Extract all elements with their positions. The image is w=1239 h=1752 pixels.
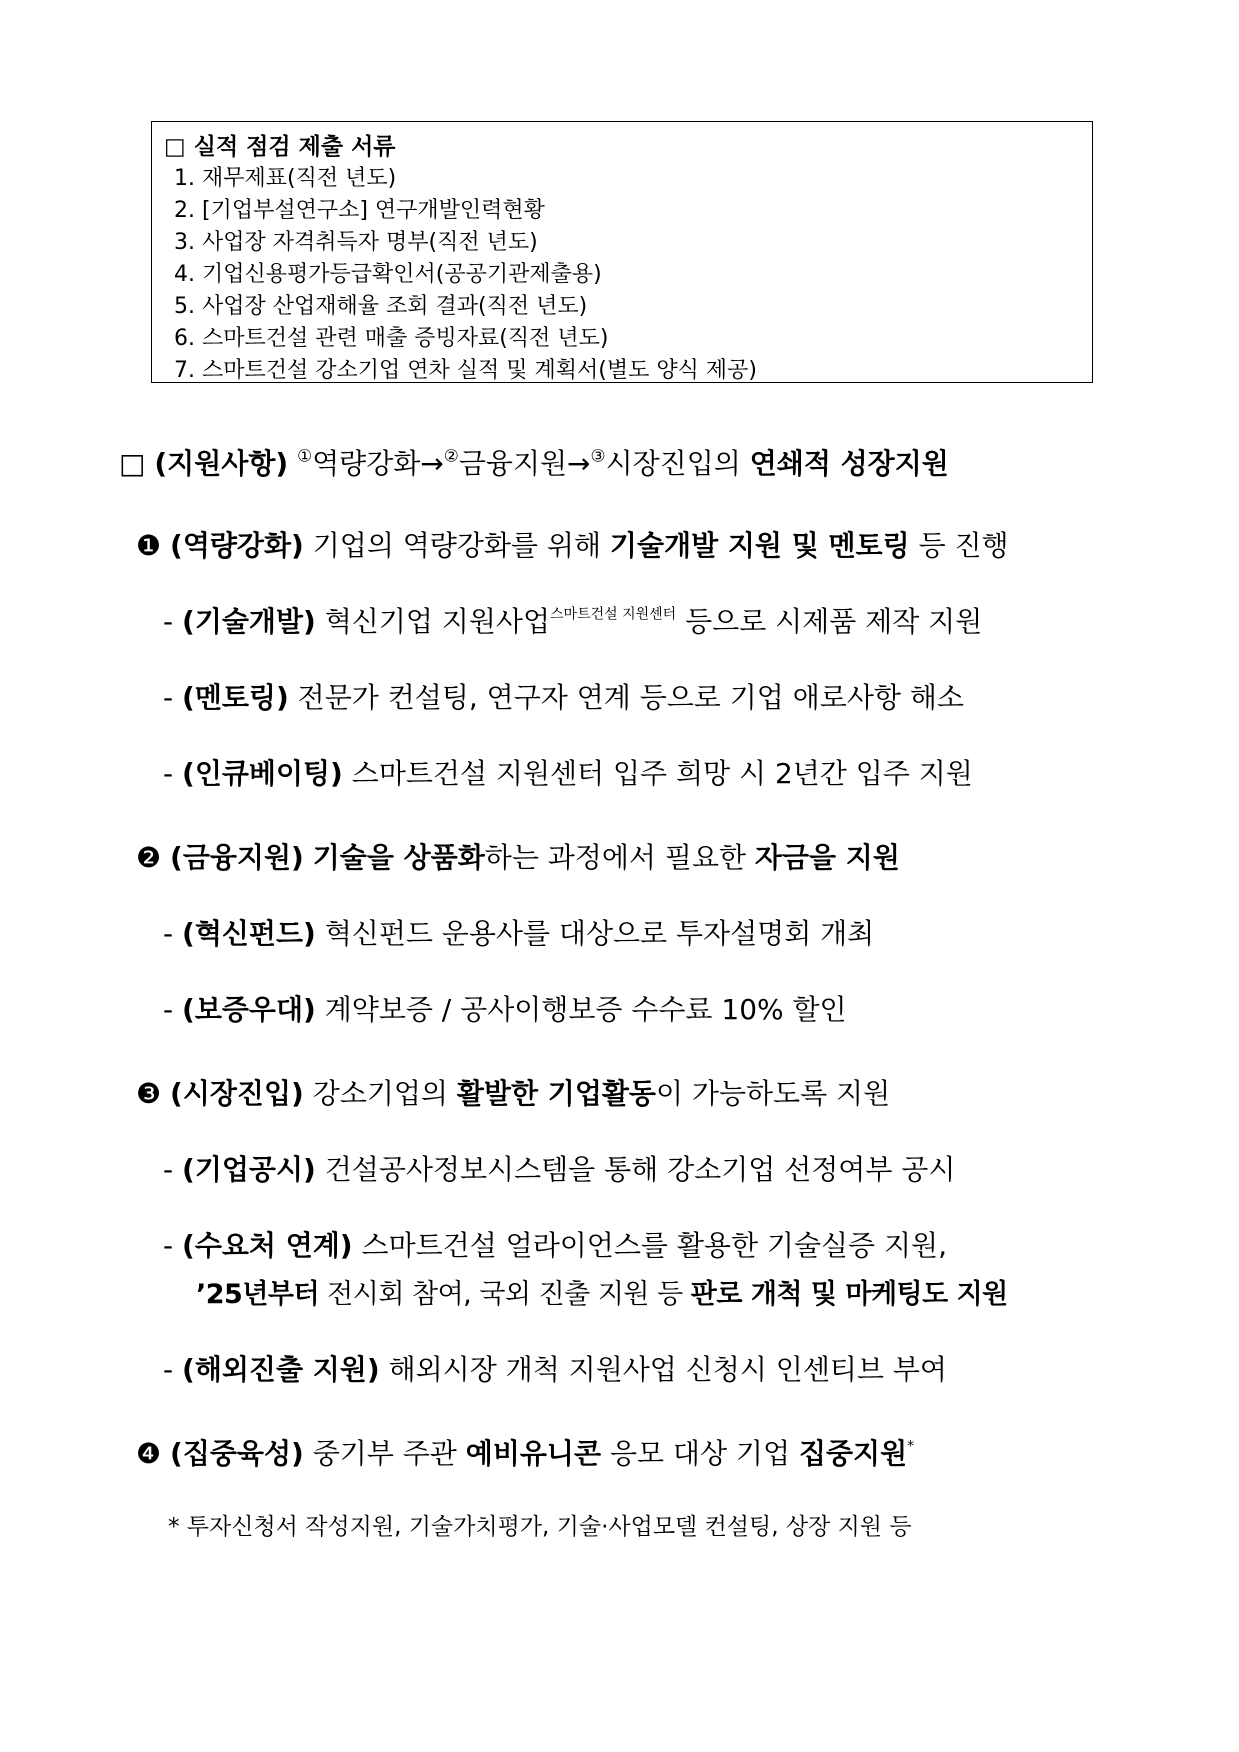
item-text: 스마트건설 지원센터 입주 희망 시 2년간 입주 지원 bbox=[351, 757, 973, 790]
item-superscript: 스마트건설 지원센터 bbox=[550, 606, 677, 623]
list-item bbox=[163, 600, 982, 640]
list-item bbox=[163, 988, 847, 1028]
footnote: * 투자신청서 작성지원, 기술가치평가, 기술·사업모델 컨설팅, 상장 지원 등 bbox=[168, 1514, 912, 1540]
section-label: (시장진입) bbox=[170, 1077, 304, 1110]
document-item: 2. [기업부설연구소] 연구개발인력현황 bbox=[174, 198, 545, 223]
item-text: 전문가 컨설팅, 연구자 연계 등으로 기업 애로사항 해소 bbox=[297, 681, 964, 714]
section-emphasis: 기술을 상품화 bbox=[312, 841, 485, 874]
item-label: (수요처 연계) bbox=[182, 1229, 353, 1262]
dash: - bbox=[163, 917, 174, 950]
list-item bbox=[163, 1224, 947, 1264]
step-number-3: ③ bbox=[590, 445, 606, 466]
step-number-2: ② bbox=[443, 445, 459, 466]
document-item: 3. 사업장 자격취득자 명부(직전 년도) bbox=[174, 230, 538, 255]
section-text: 강소기업의 bbox=[312, 1077, 448, 1110]
list-item bbox=[163, 752, 973, 792]
section-text: 등 진행 bbox=[918, 529, 1009, 562]
item-label: (멘토링) bbox=[182, 681, 289, 714]
item-text: 해외시장 개척 지원사업 신청시 인센티브 부여 bbox=[388, 1353, 947, 1386]
step-1: 역량강화 bbox=[312, 447, 421, 480]
list-item bbox=[163, 1148, 955, 1188]
document-item: 7. 스마트건설 강소기업 연차 실적 및 계획서(별도 양식 제공) bbox=[174, 358, 757, 383]
document-item: 4. 기업신용평가등급확인서(공공기관제출용) bbox=[174, 262, 602, 287]
section-text: 기업의 역량강화를 위해 bbox=[312, 529, 602, 562]
item-emphasis: ’25년부터 bbox=[196, 1279, 320, 1310]
documents-box-title: □ 실적 점검 제출 서류 bbox=[164, 134, 396, 160]
dash: - bbox=[163, 1229, 174, 1262]
bullet-1-icon: ❶ bbox=[136, 529, 162, 562]
section-text: 응모 대상 기업 bbox=[609, 1437, 791, 1470]
item-text: 혁신기업 지원사업 bbox=[324, 605, 551, 638]
item-label: (해외진출 지원) bbox=[182, 1353, 380, 1386]
section-emphasis: 집중지원 bbox=[798, 1437, 908, 1470]
item-text: 혁신펀드 운용사를 대상으로 투자설명회 개최 bbox=[324, 917, 875, 950]
item-text: 건설공사정보시스템을 통해 강소기업 선정여부 공시 bbox=[324, 1153, 956, 1186]
section-finance bbox=[136, 836, 900, 876]
section-label: (집중육성) bbox=[170, 1437, 304, 1470]
list-item bbox=[163, 676, 964, 716]
item-text: 스마트건설 얼라이언스를 활용한 기술실증 지원, bbox=[361, 1229, 947, 1262]
item-text: 계약보증 / 공사이행보증 수수료 10% 할인 bbox=[324, 993, 847, 1026]
document-item: 1. 재무제표(직전 년도) bbox=[174, 166, 397, 191]
section-emphasis: 기술개발 지원 및 멘토링 bbox=[609, 529, 910, 562]
dash: - bbox=[163, 757, 174, 790]
support-emphasis: 연쇄적 성장지원 bbox=[749, 447, 949, 480]
support-heading bbox=[119, 442, 949, 482]
arrow-right-icon: → bbox=[567, 447, 591, 480]
section-emphasis: 예비유니콘 bbox=[465, 1437, 602, 1470]
arrow-right-icon: → bbox=[420, 447, 444, 480]
section-label: (역량강화) bbox=[170, 529, 304, 562]
step-2: 금융지원 bbox=[458, 447, 568, 480]
checkbox-icon: □ bbox=[119, 447, 146, 480]
item-emphasis: 판로 개척 및 마케팅도 지원 bbox=[690, 1279, 1008, 1310]
item-label: (기업공시) bbox=[182, 1153, 316, 1186]
document-item: 6. 스마트건설 관련 매출 증빙자료(직전 년도) bbox=[174, 326, 609, 351]
bullet-3-icon: ❸ bbox=[136, 1077, 162, 1110]
footnote-marker: * bbox=[907, 1438, 915, 1455]
section-focus bbox=[136, 1432, 914, 1472]
item-label: (보증우대) bbox=[182, 993, 316, 1026]
dash: - bbox=[163, 681, 174, 714]
item-text: 전시회 참여, 국외 진출 지원 등 bbox=[327, 1279, 683, 1310]
section-text: 하는 과정에서 필요한 bbox=[484, 841, 746, 874]
item-label: (인큐베이팅) bbox=[182, 757, 343, 790]
section-capacity bbox=[136, 524, 1009, 564]
bullet-2-icon: ❷ bbox=[136, 841, 162, 874]
support-label: (지원사항) bbox=[154, 447, 289, 480]
list-item bbox=[163, 912, 874, 952]
document-item: 5. 사업장 산업재해율 조회 결과(직전 년도) bbox=[174, 294, 588, 319]
item-label: (혁신펀드) bbox=[182, 917, 316, 950]
dash: - bbox=[163, 1153, 174, 1186]
step-number-1: ① bbox=[297, 445, 313, 466]
dash: - bbox=[163, 993, 174, 1026]
section-market bbox=[136, 1072, 890, 1112]
bullet-4-icon: ❹ bbox=[136, 1437, 162, 1470]
item-text: 등으로 시제품 제작 지원 bbox=[685, 605, 983, 638]
section-text: 중기부 주관 bbox=[312, 1437, 457, 1470]
section-label: (금융지원) bbox=[170, 841, 304, 874]
step-3: 시장진입의 bbox=[605, 447, 741, 480]
list-item bbox=[163, 1348, 947, 1388]
section-emphasis: 자금을 지원 bbox=[754, 841, 900, 874]
section-text: 이 가능하도록 지원 bbox=[655, 1077, 891, 1110]
dash: - bbox=[163, 1353, 174, 1386]
item-label: (기술개발) bbox=[182, 605, 316, 638]
list-item-continuation bbox=[196, 1272, 1008, 1311]
section-emphasis: 활발한 기업활동 bbox=[456, 1077, 656, 1110]
dash: - bbox=[163, 605, 174, 638]
